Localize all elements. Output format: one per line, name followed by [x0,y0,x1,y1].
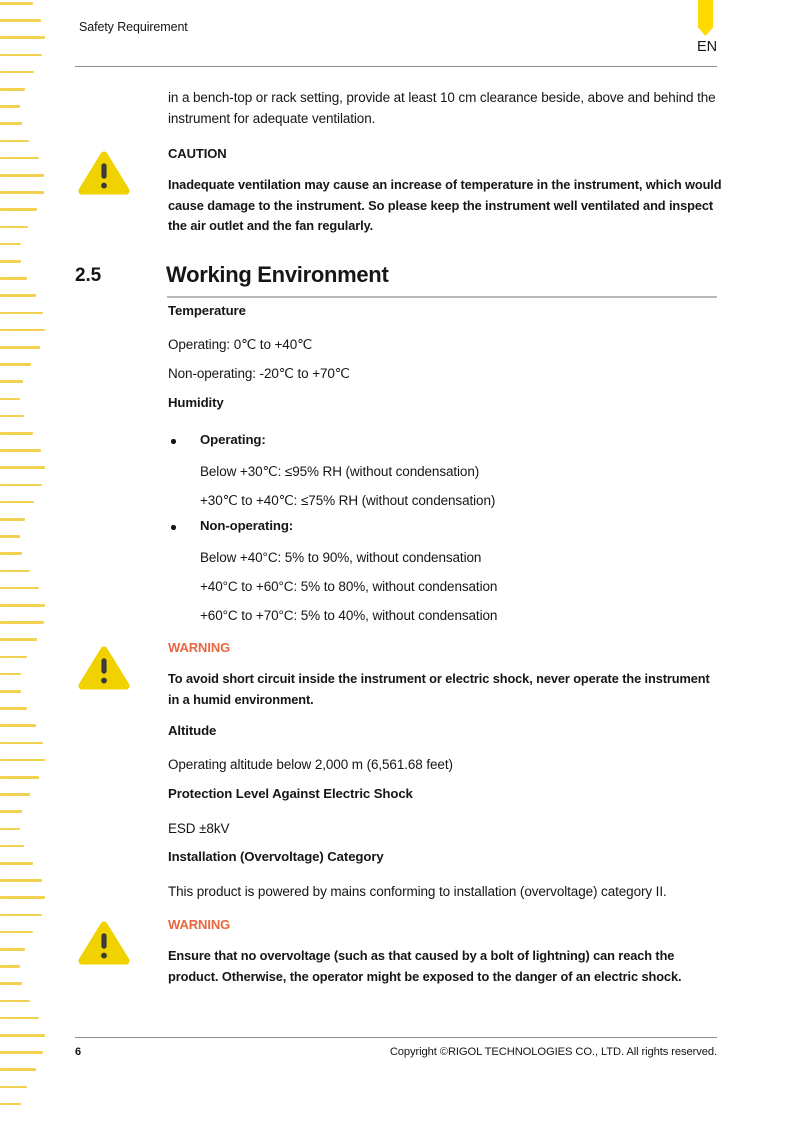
edge-dash [0,380,23,383]
bullet-marker [171,525,176,530]
edge-dash [0,1068,36,1071]
edge-dash [0,742,43,745]
copyright-text: Copyright ©RIGOL TECHNOLOGIES CO., LTD. All rights reserved. [389,1046,717,1058]
edge-dash [0,914,42,917]
edge-dash [0,845,24,848]
edge-dash [0,604,45,607]
edge-dash [0,535,20,538]
edge-dash [0,19,41,22]
edge-dash [0,552,22,555]
edge-dash [0,501,34,504]
edge-dash [0,174,44,177]
section-number: 2.5 [75,265,102,286]
edge-dash [0,656,27,659]
temperature-nonoperating-line: Non-operating: -20℃ to +70℃ [168,366,350,381]
warning-text: Ensure that no overvoltage (such as that caused by a bolt of lightning) can reach the product. Otherwise, the operator might be exposed to the danger of an electric shock. [168,948,682,984]
edge-dash [0,415,24,418]
bookmark-ribbon-icon [698,0,713,36]
footer-divider [75,1037,717,1038]
humidity-line: +40°C to +60°C: 5% to 80%, without condensation [200,579,498,594]
edge-dash [0,466,45,469]
edge-dash [0,191,44,194]
warning-label: WARNING [168,640,231,655]
section-underline [167,296,717,298]
header-divider [75,66,717,67]
page-number: 6 [75,1046,82,1058]
warning-text: To avoid short circuit inside the instrument or electric shock, never operate the instrument in a humid environment. [168,671,710,707]
edge-dash [0,2,33,5]
edge-dash [0,312,43,315]
edge-dash [0,810,22,813]
edge-dash [0,277,27,280]
humidity-line: Below +40°C: 5% to 90%, without condensation [200,550,482,565]
humidity-heading: Humidity [168,395,224,410]
edge-dash [0,346,40,349]
header-title: Safety Requirement [79,20,188,34]
edge-dash [0,879,42,882]
edge-dash [0,363,31,366]
warning-triangle-icon [78,918,130,973]
humidity-nonoperating-bullet-label: Non-operating: [200,518,294,533]
language-badge: EN [697,39,717,55]
altitude-text: Operating altitude below 2,000 m (6,561.68 feet) [168,757,453,772]
edge-dash [0,398,20,401]
installation-heading: Installation (Overvoltage) Category [168,849,384,864]
temperature-heading: Temperature [168,303,246,318]
edge-dash [0,157,39,160]
edge-dash [0,54,42,57]
edge-dash [0,243,21,246]
edge-dash [0,690,21,693]
edge-dash [0,948,25,951]
edge-dash [0,982,22,985]
edge-dash [0,518,25,521]
caution-text: Inadequate ventilation may cause an increase of temperature in the instrument, which would cause damage to the instrument. So please keep the instrument well ventilated and inspect the air outlet and the fan regularly. [168,177,722,234]
edge-dash [0,294,36,297]
edge-dash [0,1086,27,1089]
caution-label: CAUTION [168,146,227,161]
altitude-heading: Altitude [168,723,217,738]
edge-dash [0,122,22,125]
warning-triangle-icon [78,643,130,698]
edge-dash [0,226,28,229]
edge-dash [0,88,25,91]
edge-dash [0,105,20,108]
edge-dash [0,896,45,899]
section-title: Working Environment [166,262,389,287]
caution-triangle-icon [78,148,130,203]
installation-text: This product is powered by mains conforming to installation (overvoltage) category II. [168,884,667,899]
edge-dash [0,759,45,762]
edge-dash [0,1103,21,1106]
edge-dash [0,965,20,968]
edge-dash [0,570,30,573]
edge-dash [0,793,30,796]
humidity-operating-bullet-label: Operating: [200,432,266,447]
edge-dash [0,208,37,211]
edge-dash [0,931,33,934]
edge-dash [0,484,42,487]
edge-dash [0,1017,39,1020]
edge-dash [0,862,33,865]
edge-dash [0,673,21,676]
temperature-operating-line: Operating: 0℃ to +40℃ [168,337,313,352]
edge-dash [0,707,27,710]
warning-label: WARNING [168,917,231,932]
intro-paragraph: in a bench-top or rack setting, provide at least 10 cm clearance beside, above and behind the instrument for adequate ventilation. [168,90,716,126]
humidity-line: Below +30℃: ≤95% RH (without condensation) [200,464,480,479]
edge-dash [0,587,39,590]
edge-dash [0,638,37,641]
humidity-line: +30℃ to +40℃: ≤75% RH (without condensation) [200,493,496,508]
edge-dash [0,260,21,263]
bullet-marker [171,439,176,444]
edge-dash [0,724,36,727]
edge-dash [0,71,34,74]
edge-dash [0,140,29,143]
edge-dash [0,329,45,332]
edge-dash [0,776,39,779]
edge-dash [0,1051,43,1054]
edge-dash [0,432,33,435]
protection-text: ESD ±8kV [168,821,230,836]
humidity-line: +60°C to +70°C: 5% to 40%, without condensation [200,608,498,623]
edge-dash [0,828,20,831]
edge-dash [0,621,44,624]
protection-heading: Protection Level Against Electric Shock [168,786,413,801]
edge-dash [0,1000,30,1003]
edge-dash [0,36,45,39]
edge-dash [0,1034,45,1037]
edge-dash [0,449,41,452]
